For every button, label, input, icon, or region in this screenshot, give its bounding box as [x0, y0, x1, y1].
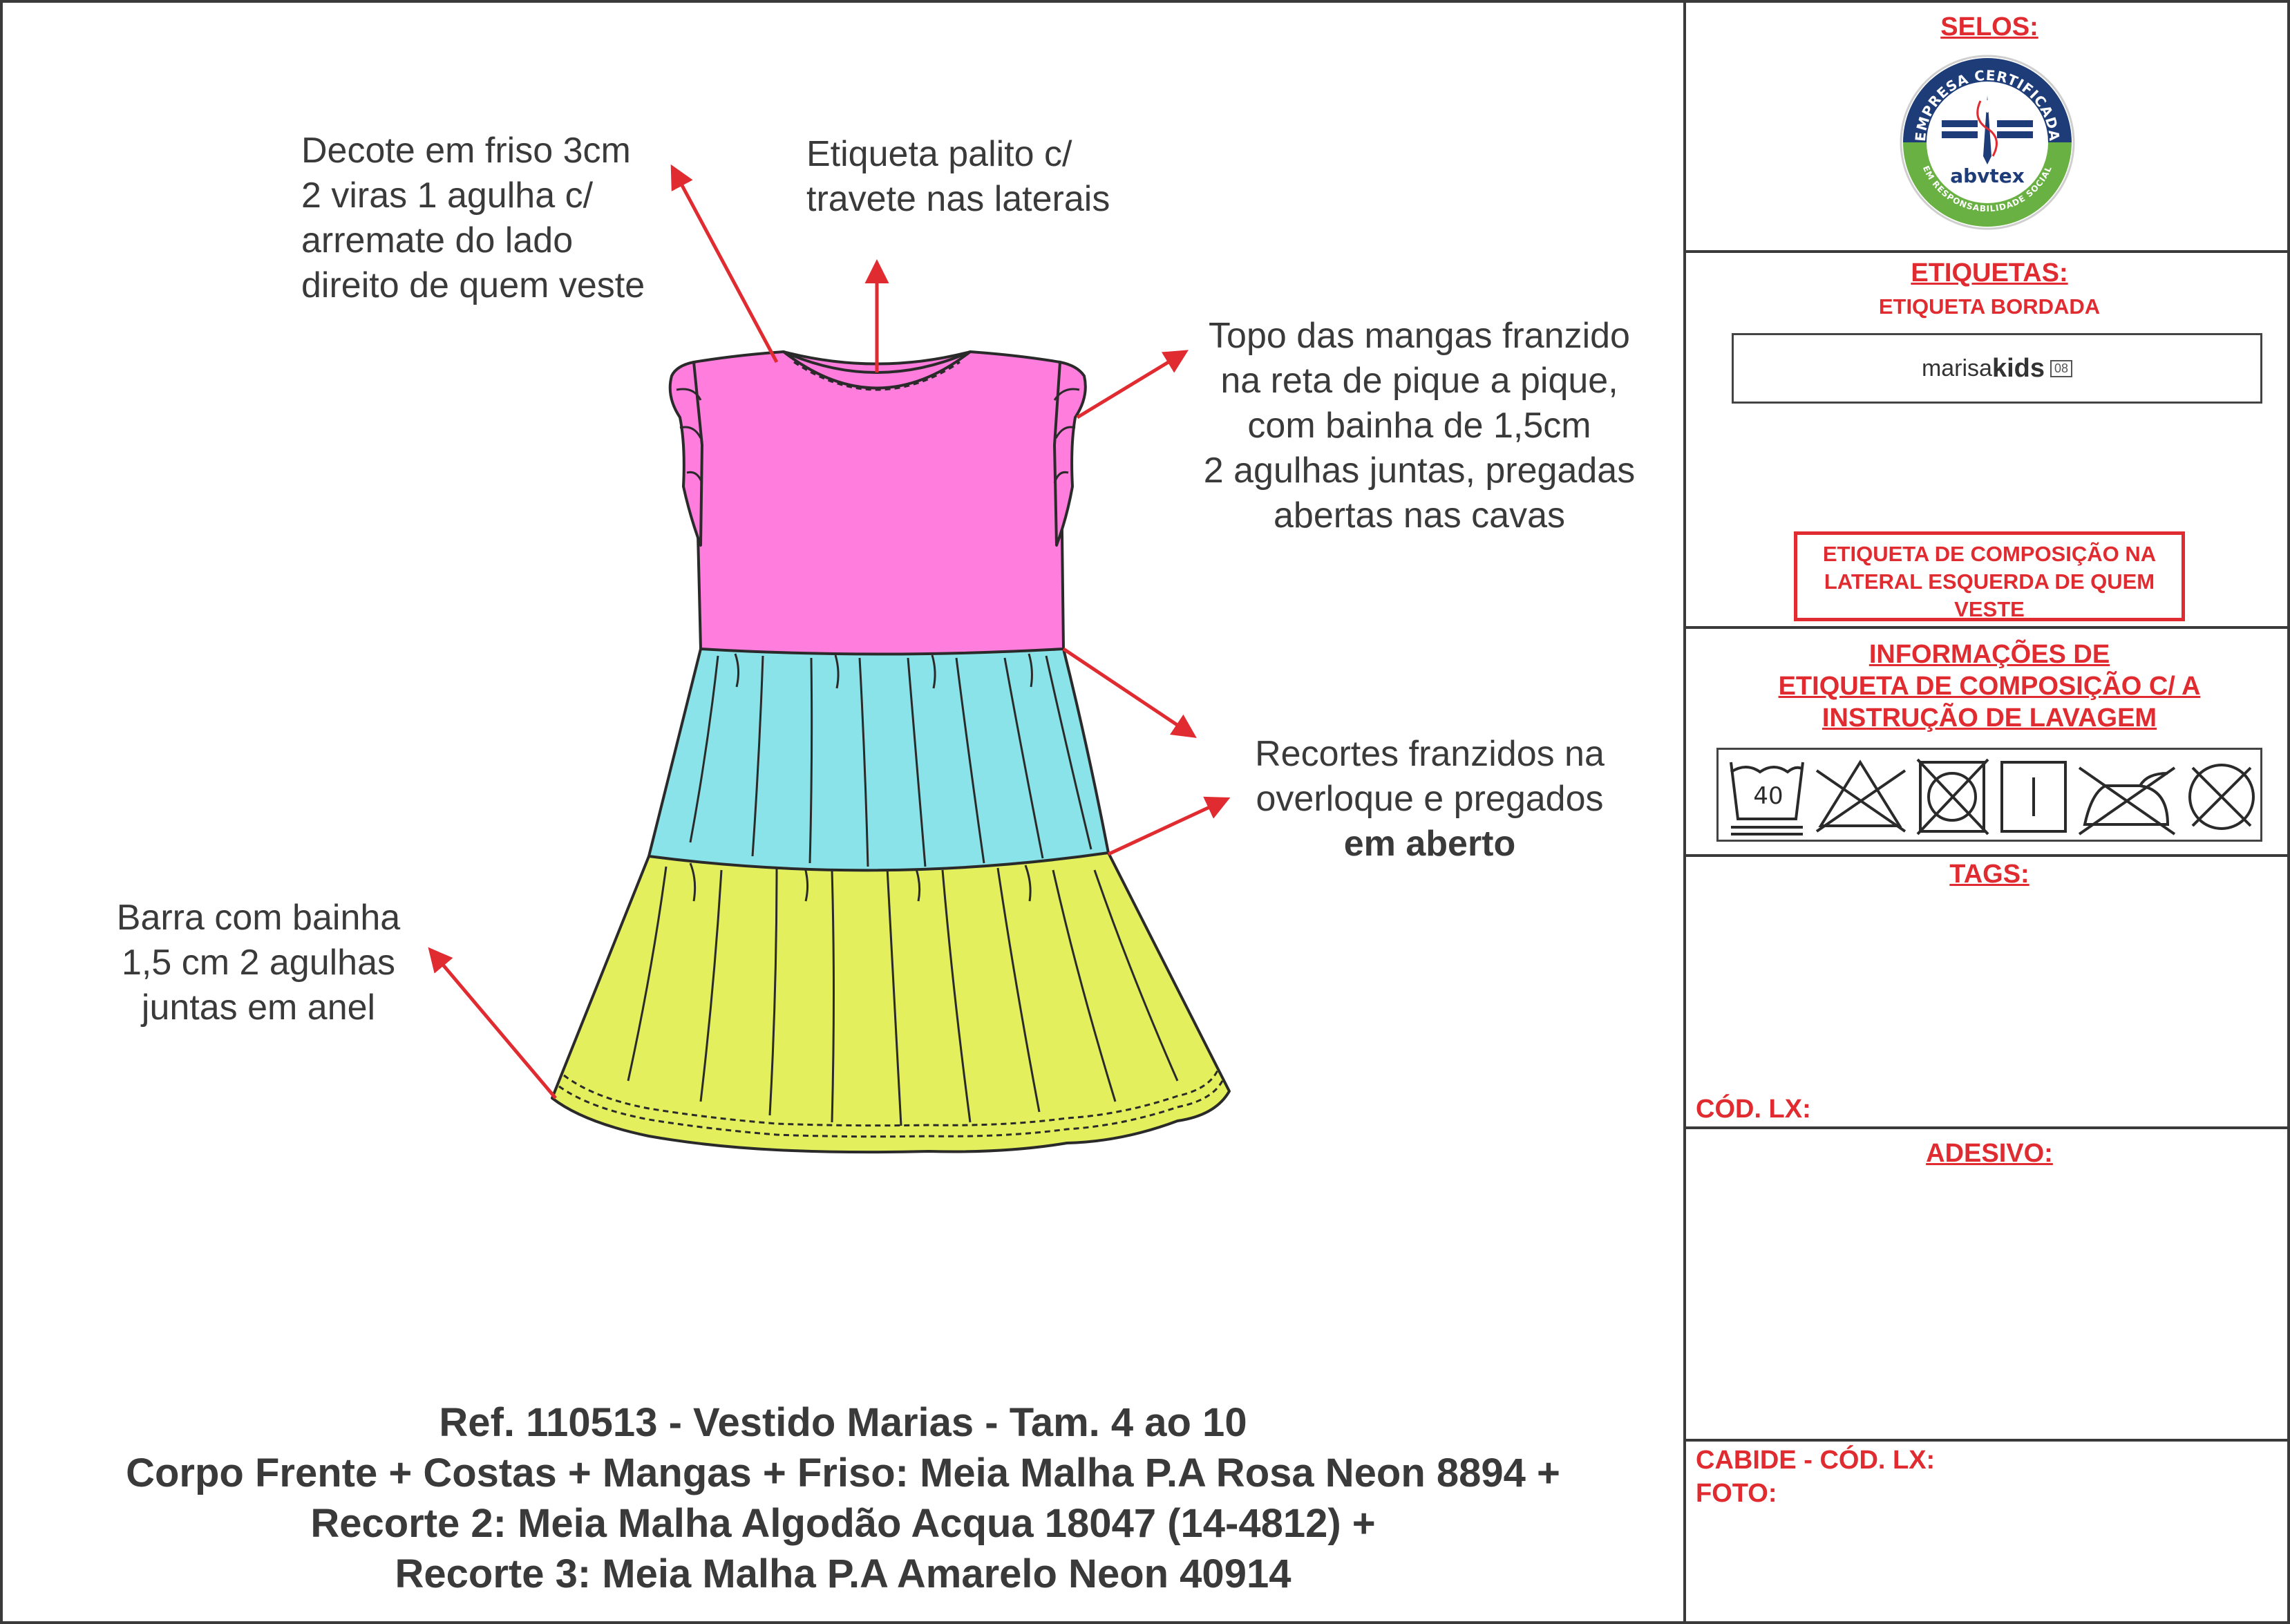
annotation-line: Etiqueta palito c/ [806, 134, 1072, 174]
annotation-line: Decote em friso 3cm [301, 131, 631, 171]
composition-line: LATERAL ESQUERDA DE QUEM [1824, 569, 2155, 594]
annotation-line: abertas nas cavas [1273, 495, 1566, 536]
care-title-line: ETIQUETA DE COMPOSIÇÃO C/ A [1778, 672, 2201, 701]
seals-section [1686, 3, 2290, 253]
annotation-sleeves [1171, 314, 1668, 538]
care-symbols-box [1716, 748, 2262, 842]
annotation-cuts [1205, 732, 1654, 867]
cod-lx-label: CÓD. LX: [1696, 1095, 1811, 1124]
annotation-hem [86, 896, 431, 1030]
spec-sidebar [1683, 3, 2290, 1624]
labels-section [1686, 253, 2290, 629]
composition-label-box [1794, 531, 2185, 621]
adhesive-title: ADESIVO: [1926, 1139, 2053, 1168]
annotation-line: juntas em anel [141, 988, 376, 1028]
seal-top-text: EMPRESA CERTIFICADA [1911, 66, 2063, 142]
annotation-line: Recortes franzidos na [1255, 734, 1605, 774]
fabric-line: Recorte 3: Meia Malha P.A Amarelo Neon 40914 [395, 1551, 1291, 1596]
arrow-neckline [673, 169, 777, 362]
fabric-line: Recorte 2: Meia Malha Algodão Acqua 18047 (14-4812) + [310, 1501, 1376, 1546]
no-iron-icon [2079, 768, 2175, 834]
embroidered-label-caption: ETIQUETA BORDADA [1878, 294, 2101, 319]
bodice [694, 352, 1063, 654]
arrow-hem [431, 951, 556, 1098]
no-bleach-icon [1817, 762, 1905, 831]
wash-40-icon [1731, 762, 1803, 834]
composition-line: ETIQUETA DE COMPOSIÇÃO NA [1822, 542, 2157, 566]
labels-title: ETIQUETAS: [1911, 258, 2068, 287]
line-dry-icon [2002, 762, 2065, 831]
abvtex-seal [1898, 53, 2077, 232]
seal-bottom-text: EM RESPONSABILIDADE SOCIAL [1920, 164, 2054, 214]
tags-section [1686, 857, 2290, 1129]
composition-line: VESTE [1954, 597, 2025, 621]
fabric-line: Corpo Frente + Costas + Mangas + Friso: Meia Malha P.A Rosa Neon 8894 + [126, 1451, 1560, 1495]
seals-title: SELOS: [1940, 12, 2038, 41]
brand-label-box [1732, 333, 2262, 404]
annotation-line: Topo das mangas franzido [1209, 316, 1630, 356]
photo-label: FOTO: [1696, 1479, 1777, 1508]
annotation-label-stick [806, 132, 1110, 222]
annotation-line: 2 viras 1 agulha c/ [301, 176, 594, 216]
annotation-neckline [301, 129, 645, 308]
brand-tag: 08 [2050, 360, 2072, 377]
seal-brand: abvtex [1950, 164, 2025, 187]
skirt-tier-3 [552, 851, 1229, 1152]
brand-name-part2: kids [1991, 353, 2045, 383]
brand-name-part1: marisa [1921, 355, 1992, 381]
annotation-line: arremate do lado [301, 220, 574, 261]
no-tumble-dry-icon [1918, 759, 1988, 834]
drawing-panel [3, 3, 1683, 1624]
annotation-line: overloque e pregados [1256, 779, 1604, 819]
annotation-line: 2 agulhas juntas, pregadas [1203, 451, 1636, 491]
care-title-line: INSTRUÇÃO DE LAVAGEM [1821, 704, 2157, 733]
annotation-line: Barra com bainha [116, 898, 401, 938]
care-title [1686, 639, 2290, 734]
tags-title: TAGS: [1949, 860, 2029, 889]
care-section [1686, 629, 2290, 857]
wash-temp: 40 [1753, 782, 1783, 810]
product-ref: Ref. 110513 - Vestido Marias - Tam. 4 ao 10 [439, 1400, 1247, 1445]
hanger-section [1686, 1442, 2290, 1624]
annotation-line: direito de quem veste [301, 265, 645, 305]
annotation-line-bold: em aberto [1343, 824, 1516, 864]
care-title-line: INFORMAÇÕES DE [1868, 640, 2110, 669]
arrow-sleeves [1077, 352, 1184, 417]
no-dry-clean-icon [2190, 765, 2253, 829]
arrow-cuts-1 [1063, 649, 1193, 735]
product-description [3, 1397, 1683, 1599]
annotation-line: com bainha de 1,5cm [1247, 406, 1591, 446]
hanger-cod-label: CABIDE - CÓD. LX: [1696, 1446, 1936, 1475]
annotation-line: travete nas laterais [806, 179, 1110, 219]
annotation-line: na reta de pique a pique, [1220, 361, 1618, 401]
adhesive-section [1686, 1129, 2290, 1442]
annotation-line: 1,5 cm 2 agulhas [121, 943, 396, 983]
